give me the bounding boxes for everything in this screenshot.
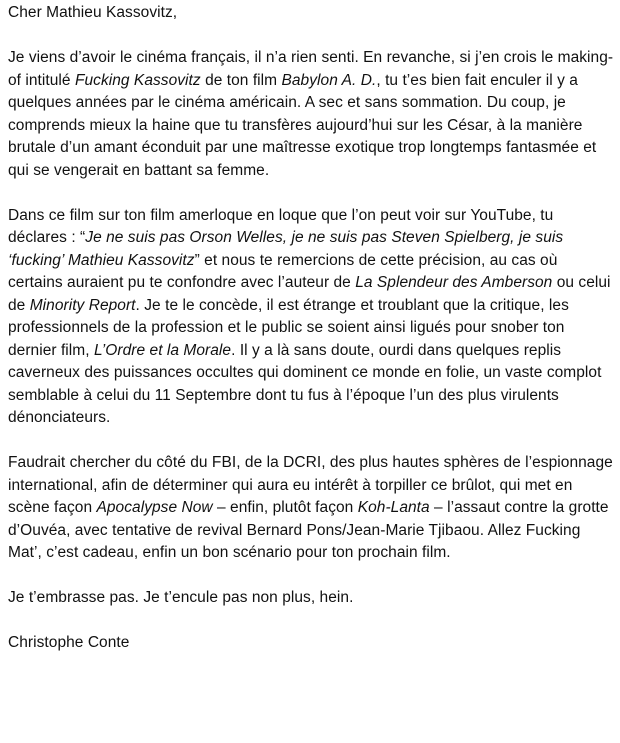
paragraph-2-text: ” et nous te remercions de cette précision, au cas où certains auraient pu te confondre avec l’auteur de — [8, 251, 558, 291]
show-title-koh-lanta: Koh-Lanta — [357, 499, 430, 516]
film-title-apocalypse-now: Apocalypse Now — [96, 499, 213, 516]
paragraph-2-text: . Il y a là sans doute, ourdi dans quelques replis caverneux des puissances occultes qui dominent ce monde en folie, un vaste complot semblable à celui du 11 Septembre dont tu fus à l’époque l’un des plus virulents dénonciateurs. — [8, 341, 602, 426]
signature: Christophe Conte — [8, 633, 130, 651]
paragraph-2 — [8, 205, 616, 430]
paragraph-3 — [8, 452, 616, 565]
paragraph-2-text: ou celui de — [8, 274, 611, 314]
film-title-ordre-morale: L’Ordre et la Morale — [93, 341, 232, 359]
letter-body — [8, 2, 616, 654]
paragraph-4: Je t’embrasse pas. Je t’encule pas non plus, hein. — [8, 589, 354, 606]
paragraph-1-text: de ton film — [200, 71, 282, 89]
paragraph-3-text: Faudrait chercher du côté du FBI, de la DCRI, des plus hautes sphères de l’espionnage international, afin de déterminer qui aura eu intérêt à torpiller ce brûlot, qui met en scène façon — [8, 454, 613, 516]
paragraph-3-text: – enfin, plutôt façon — [212, 499, 358, 516]
film-title-babylon-ad: Babylon A. D. — [281, 71, 377, 89]
salutation: Cher Mathieu Kassovitz, — [8, 4, 178, 21]
paragraph-1-text: , tu t’es bien fait enculer il y a quelques années par le cinéma américain. A sec et sans sommation. Du coup, je comprends mieux la haine que tu transfères aujourd’hui sur les César, à la manière brutale d’un amant éconduit par une maîtresse exotique trop longtemps fantasmée et qui se vengerait en battant sa femme. — [8, 71, 597, 179]
paragraph-2-text: Dans ce film sur ton film amerloque en loque que l’on peut voir sur YouTube, tu déclares : “ — [8, 206, 554, 246]
film-title-fucking-kassovitz: Fucking Kassovitz — [74, 71, 201, 89]
paragraph-1-text: Je viens d’avoir le cinéma français, il n’a rien senti. En revanche, si j’en crois le making-of intitulé — [8, 49, 614, 89]
paragraph-2-text: . Je te le concède, il est étrange et troublant que la critique, les professionnels de la profession et le public se soient ainsi ligués pour snober ton dernier film, — [8, 296, 569, 359]
film-title-minority-report: Minority Report — [29, 296, 136, 314]
paragraph-1 — [8, 47, 616, 182]
film-title-splendeur-amberson: La Splendeur des Amberson — [355, 274, 553, 291]
quote-kassovitz: Je ne suis pas Orson Welles, je ne suis pas Steven Spielberg, je suis ‘fucking’ Mathieu Kassovitz — [8, 229, 564, 269]
paragraph-3-text: – l’assaut contre la grotte d’Ouvéa, avec tentative de revival Bernard Pons/Jean-Marie Tjibaou. Allez Fucking Mat’, c’est cadeau, enfin un bon scénario pour ton prochain film. — [8, 499, 609, 561]
